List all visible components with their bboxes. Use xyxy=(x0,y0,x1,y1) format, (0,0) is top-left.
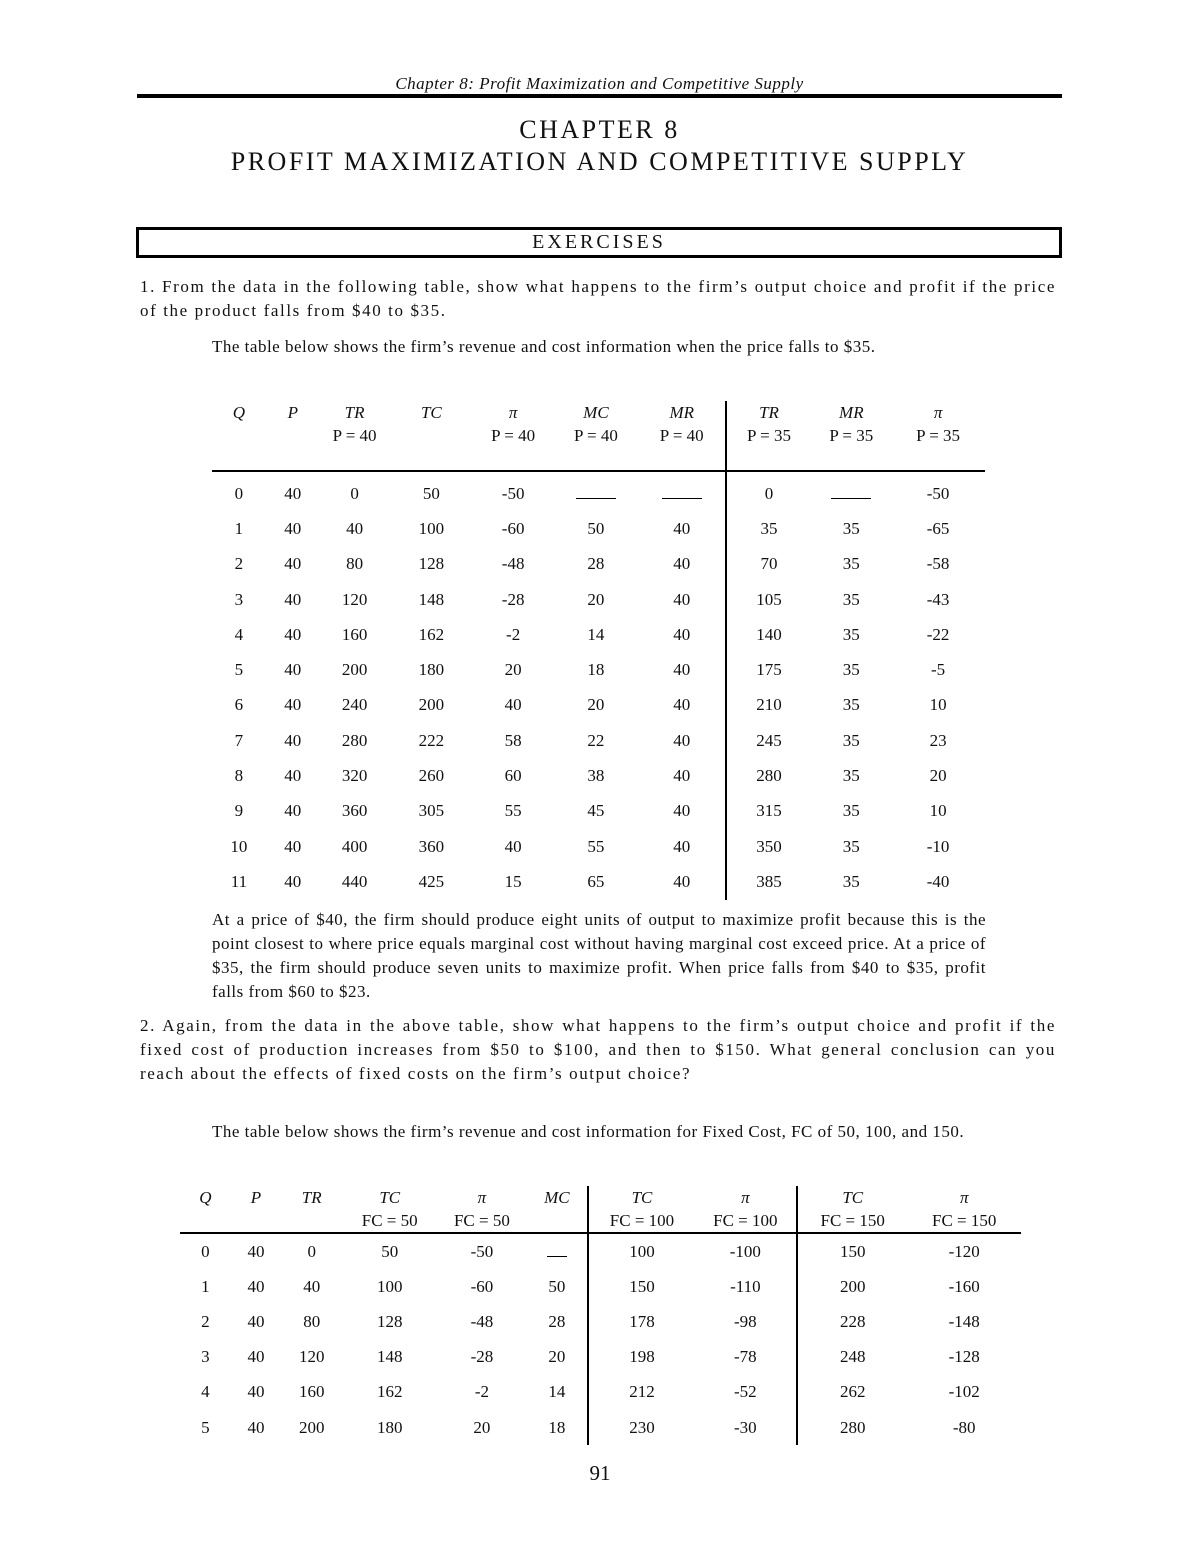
column-header xyxy=(726,401,812,471)
table-row xyxy=(212,723,985,758)
table-cell: 40 xyxy=(673,695,691,715)
table-cell: 5 xyxy=(201,1417,210,1437)
table-cell: 0 xyxy=(350,483,359,503)
table-cell: 440 xyxy=(341,871,368,891)
column-header xyxy=(473,401,553,471)
table-cell: 162 xyxy=(418,624,445,644)
table-cell: 10 xyxy=(929,695,947,715)
table-cell: 180 xyxy=(376,1417,403,1437)
table-cell: 40 xyxy=(247,1241,265,1261)
table-cell: 305 xyxy=(418,801,445,821)
blank-line xyxy=(547,1246,567,1257)
column-header-label: MC xyxy=(583,403,609,422)
table-cell: 40 xyxy=(673,836,691,856)
table-cell: 40 xyxy=(284,871,302,891)
table-cell: 60 xyxy=(504,766,522,786)
table-cell: 15 xyxy=(504,871,522,891)
table-cell: 425 xyxy=(418,871,445,891)
table-cell: 40 xyxy=(673,624,691,644)
table-cell: 35 xyxy=(842,554,860,574)
table-cell: 20 xyxy=(548,1347,566,1367)
chapter-title: PROFIT MAXIMIZATION AND COMPETITIVE SUPPLY xyxy=(230,147,969,176)
column-header-sub: P = 35 xyxy=(747,426,791,445)
table-row xyxy=(180,1340,1021,1375)
table-cell: 50 xyxy=(422,483,440,503)
table-row xyxy=(212,794,985,829)
column-header-sub: FC = 50 xyxy=(453,1211,510,1230)
table-row xyxy=(180,1304,1021,1339)
table-cell: 162 xyxy=(376,1382,403,1402)
column-header xyxy=(891,401,985,471)
table-cell: 40 xyxy=(247,1347,265,1367)
table-row xyxy=(212,471,985,511)
table-cell: -5 xyxy=(931,660,946,680)
table-cell: -48 xyxy=(501,554,525,574)
table-cell: 20 xyxy=(504,660,522,680)
table-cell: 385 xyxy=(726,864,812,899)
table-cell: 160 xyxy=(298,1382,325,1402)
column-header-label: MC xyxy=(544,1188,570,1207)
table-cell: 14 xyxy=(587,624,605,644)
table-cell: 40 xyxy=(284,554,302,574)
table-cell: 8 xyxy=(234,766,244,786)
table-cell: 0 xyxy=(234,483,244,503)
table-cell: -50 xyxy=(501,483,525,503)
table-cell: 20 xyxy=(587,695,605,715)
table-cell xyxy=(811,471,891,511)
table-cell: 35 xyxy=(842,801,860,821)
table-cell: 18 xyxy=(548,1417,566,1437)
column-header-label: π xyxy=(933,403,943,422)
table-cell: -58 xyxy=(926,554,950,574)
table-cell: -40 xyxy=(926,871,950,891)
table-cell: 40 xyxy=(284,730,302,750)
table-cell: 70 xyxy=(726,547,812,582)
table-cell: 248 xyxy=(797,1340,907,1375)
column-header-label: TR xyxy=(301,1188,322,1207)
table-cell: 230 xyxy=(588,1410,694,1445)
exercises-heading: EXERCISES xyxy=(136,227,1062,258)
table-cell: 35 xyxy=(842,660,860,680)
table-cell: 40 xyxy=(673,871,691,891)
table-cell: 150 xyxy=(797,1233,907,1269)
table-cell: 50 xyxy=(381,1241,399,1261)
table-row xyxy=(180,1233,1021,1269)
column-header-sub: P = 40 xyxy=(573,426,618,445)
table-cell: 55 xyxy=(504,801,522,821)
table-cell: 20 xyxy=(473,1417,491,1437)
table-row xyxy=(180,1410,1021,1445)
table-cell: 35 xyxy=(842,730,860,750)
table-cell: -160 xyxy=(948,1276,980,1296)
table-cell: 120 xyxy=(298,1347,325,1367)
column-header-label: Q xyxy=(232,403,246,422)
column-header-sub: P = 40 xyxy=(491,426,536,445)
column-header-label: π xyxy=(959,1188,969,1207)
blank-line xyxy=(831,488,871,499)
table-cell: -80 xyxy=(952,1417,976,1437)
column-header xyxy=(553,401,639,471)
column-header xyxy=(390,401,474,471)
column-header xyxy=(639,401,726,471)
table-row xyxy=(212,547,985,582)
table-cell: -120 xyxy=(948,1241,980,1261)
table-cell: 148 xyxy=(418,589,445,609)
table-cell: 180 xyxy=(418,660,445,680)
table-cell: 9 xyxy=(234,801,244,821)
column-header-label: P xyxy=(250,1188,262,1207)
column-header-sub: P = 40 xyxy=(659,426,704,445)
table-cell: 40 xyxy=(673,766,691,786)
column-header-label: Q xyxy=(199,1188,212,1207)
table-cell: 35 xyxy=(842,518,860,538)
table-cell: 35 xyxy=(842,624,860,644)
table-cell: 1 xyxy=(201,1276,210,1296)
table-cell: 2 xyxy=(234,554,244,574)
blank-line xyxy=(662,488,702,499)
table-row xyxy=(212,758,985,793)
table-cell: 40 xyxy=(673,589,691,609)
table-row xyxy=(212,617,985,652)
table-cell: 40 xyxy=(284,801,302,821)
column-header-sub: FC = 50 xyxy=(361,1211,418,1230)
table-cell: 40 xyxy=(284,589,302,609)
table-cell: 35 xyxy=(842,589,860,609)
table-cell: -22 xyxy=(926,624,950,644)
table-cell: 7 xyxy=(234,730,244,750)
column-header-sub: FC = 100 xyxy=(713,1211,778,1230)
table-cell: 210 xyxy=(726,688,812,723)
table-cell: -102 xyxy=(948,1382,980,1402)
table-cell: 11 xyxy=(230,871,248,891)
table-cell: 40 xyxy=(303,1276,321,1296)
column-header xyxy=(320,401,390,471)
table-cell: 35 xyxy=(842,695,860,715)
table-cell: 3 xyxy=(201,1347,210,1367)
table-cell: 40 xyxy=(504,836,522,856)
table-cell: 140 xyxy=(726,617,812,652)
column-header-label: MR xyxy=(839,403,864,422)
table-cell: -60 xyxy=(501,518,525,538)
column-header-label: TC xyxy=(631,1188,653,1207)
question-2: 2. Again, from the data in the above table, show what happens to the firm’s output choice and profit if the fixed cost of production increases from $50 to $100, and then to $150. What general conclusion can you reach about the effects of fixed costs on the firm’s output choice? xyxy=(140,1016,1056,1083)
table-cell: 35 xyxy=(726,511,812,546)
table-cell: 35 xyxy=(842,836,860,856)
table-cell: 228 xyxy=(797,1304,907,1339)
question-1: 1. From the data in the following table, show what happens to the firm’s output choice and profit if the price of the product falls from $40 to $35. xyxy=(140,277,1056,320)
table-cell: 200 xyxy=(418,695,445,715)
table-row xyxy=(180,1375,1021,1410)
column-header xyxy=(695,1186,797,1233)
table-cell: 200 xyxy=(797,1269,907,1304)
column-header xyxy=(526,1186,588,1233)
table-cell: 40 xyxy=(284,660,302,680)
blank-line xyxy=(576,488,616,499)
table-cell: 20 xyxy=(587,589,605,609)
table-cell: -78 xyxy=(734,1347,757,1367)
table-cell: 3 xyxy=(234,589,244,609)
table-cell: 40 xyxy=(284,836,302,856)
table-row xyxy=(212,652,985,687)
column-header-label: TR xyxy=(344,403,365,422)
question-2-intro: The table below shows the firm’s revenue and cost information for Fixed Cost, FC of 50, 100, and 150. xyxy=(212,1122,965,1141)
table-cell: 50 xyxy=(587,518,605,538)
table-price-change xyxy=(212,401,985,900)
column-header-sub: P = 40 xyxy=(332,426,377,445)
table-cell: -2 xyxy=(506,624,521,644)
table-cell: 100 xyxy=(588,1233,694,1269)
table-cell: 0 xyxy=(307,1241,316,1261)
table-cell: 40 xyxy=(673,730,691,750)
table-cell: 80 xyxy=(346,554,364,574)
table-cell: 38 xyxy=(587,766,605,786)
table-cell: 28 xyxy=(548,1311,566,1331)
table-cell: 105 xyxy=(726,582,812,617)
column-header xyxy=(180,1186,231,1233)
column-header-label: π xyxy=(508,403,518,422)
table-cell: -128 xyxy=(948,1347,980,1367)
table-cell: 40 xyxy=(247,1276,265,1296)
table-cell: 2 xyxy=(201,1311,210,1331)
table-cell: 0 xyxy=(201,1241,210,1261)
column-header xyxy=(342,1186,437,1233)
column-header xyxy=(797,1186,907,1233)
table-cell: 245 xyxy=(726,723,812,758)
table-cell: -52 xyxy=(734,1382,757,1402)
table-row xyxy=(212,688,985,723)
table-cell: -28 xyxy=(501,589,525,609)
table-cell: 175 xyxy=(726,652,812,687)
column-header-label: TC xyxy=(842,1188,864,1207)
column-header-sub: FC = 150 xyxy=(820,1211,885,1230)
table-cell: 212 xyxy=(588,1375,694,1410)
table-cell: 58 xyxy=(504,730,522,750)
table-cell xyxy=(639,471,726,511)
table-cell: 4 xyxy=(201,1382,210,1402)
table-cell: 40 xyxy=(504,695,522,715)
table-cell: 40 xyxy=(284,624,302,644)
table-row xyxy=(180,1269,1021,1304)
question-1-intro: The table below shows the firm’s revenue and cost information when the price falls to $35. xyxy=(212,337,876,356)
table-cell: 35 xyxy=(842,766,860,786)
table-cell: -43 xyxy=(926,589,950,609)
table-cell: 40 xyxy=(284,695,302,715)
table-cell: 40 xyxy=(247,1311,265,1331)
table-cell: -148 xyxy=(948,1311,980,1331)
column-header-label: TC xyxy=(420,403,442,422)
table-cell xyxy=(526,1233,588,1269)
table-cell: 200 xyxy=(341,660,368,680)
table-cell: 128 xyxy=(376,1311,403,1331)
table-cell: 128 xyxy=(418,554,445,574)
table-cell: 198 xyxy=(588,1340,694,1375)
table-cell: 14 xyxy=(548,1382,566,1402)
table-cell: 360 xyxy=(418,836,445,856)
table-cell: 23 xyxy=(929,730,947,750)
column-header xyxy=(907,1186,1021,1233)
column-header xyxy=(212,401,266,471)
table-cell: -50 xyxy=(470,1241,494,1261)
table-cell: 40 xyxy=(284,766,302,786)
table-cell: 240 xyxy=(341,695,368,715)
table-cell: 40 xyxy=(346,518,364,538)
table-cell: 20 xyxy=(929,766,947,786)
table-cell: 280 xyxy=(726,758,812,793)
table-cell: 50 xyxy=(548,1276,566,1296)
table-cell: 5 xyxy=(234,660,244,680)
table-cell: 40 xyxy=(673,801,691,821)
table-cell: 35 xyxy=(842,871,860,891)
table-cell: -10 xyxy=(926,836,950,856)
table-cell: 40 xyxy=(247,1382,265,1402)
column-header xyxy=(588,1186,694,1233)
table-cell: -2 xyxy=(474,1382,489,1402)
table-cell: 40 xyxy=(673,518,691,538)
table-cell: 360 xyxy=(341,801,368,821)
column-header-sub: FC = 150 xyxy=(932,1211,997,1230)
column-header-label: π xyxy=(741,1188,750,1207)
table-cell: 160 xyxy=(341,624,368,644)
table-cell: 222 xyxy=(418,730,445,750)
chapter-number: CHAPTER 8 xyxy=(519,115,680,144)
table-row xyxy=(212,829,985,864)
table-cell: 55 xyxy=(587,836,605,856)
table-cell: 40 xyxy=(247,1417,265,1437)
table-cell: 10 xyxy=(929,801,947,821)
column-header xyxy=(266,401,320,471)
table-cell: 65 xyxy=(587,871,605,891)
table-cell: 200 xyxy=(298,1417,325,1437)
table-cell: -110 xyxy=(730,1276,761,1296)
table-cell: 4 xyxy=(234,624,244,644)
table-cell: -98 xyxy=(734,1311,757,1331)
table-cell: 100 xyxy=(376,1276,403,1296)
table-cell: 10 xyxy=(230,836,248,856)
column-header-label: TR xyxy=(759,403,779,422)
table-fixed-cost xyxy=(180,1186,1021,1445)
table-cell: 40 xyxy=(284,518,302,538)
table-cell: 28 xyxy=(587,554,605,574)
table-row xyxy=(212,582,985,617)
table-cell: -50 xyxy=(926,483,950,503)
column-header-sub: P = 35 xyxy=(916,426,961,445)
table-cell: -60 xyxy=(470,1276,494,1296)
table-cell: -65 xyxy=(926,518,950,538)
column-header xyxy=(437,1186,526,1233)
table-cell: 320 xyxy=(341,766,368,786)
column-header xyxy=(281,1186,342,1233)
table-cell: -48 xyxy=(470,1311,494,1331)
column-header-sub: FC = 100 xyxy=(609,1211,675,1230)
table-cell: -30 xyxy=(734,1417,757,1437)
column-header xyxy=(231,1186,282,1233)
page-number: 91 xyxy=(589,1461,611,1485)
table-cell: 45 xyxy=(587,801,605,821)
table-cell: 178 xyxy=(588,1304,694,1339)
question-1-answer: At a price of $40, the firm should produce eight units of output to maximize profit because this is the point closest to where price equals marginal cost without having marginal cost exceed price. At a price of $35, the firm should produce seven units to maximize profit. When price falls from $40 to $35, profit falls from $60 to $23. xyxy=(212,910,986,1001)
table-cell: 40 xyxy=(284,483,302,503)
table-cell: 100 xyxy=(418,518,445,538)
table-row xyxy=(212,864,985,899)
table-cell: 260 xyxy=(418,766,445,786)
table-cell: 22 xyxy=(587,730,605,750)
table-cell: 120 xyxy=(341,589,368,609)
table-cell: -100 xyxy=(729,1241,761,1261)
column-header-sub: P = 35 xyxy=(829,426,874,445)
header-rule xyxy=(137,94,1062,98)
table-cell: 40 xyxy=(673,660,691,680)
table-row xyxy=(212,511,985,546)
table-cell: 148 xyxy=(376,1347,403,1367)
column-header xyxy=(811,401,891,471)
table-cell: -28 xyxy=(470,1347,494,1367)
table-cell: 80 xyxy=(303,1311,321,1331)
table-cell: 262 xyxy=(797,1375,907,1410)
table-cell: 18 xyxy=(587,660,605,680)
column-header-label: P xyxy=(287,403,298,422)
table-cell xyxy=(553,471,639,511)
column-header-label: MR xyxy=(669,403,694,422)
column-header-label: TC xyxy=(379,1188,401,1207)
column-header-label: π xyxy=(477,1188,487,1207)
table-cell: 400 xyxy=(341,836,368,856)
table-cell: 150 xyxy=(588,1269,694,1304)
table-cell: 1 xyxy=(234,518,244,538)
table-cell: 280 xyxy=(341,730,368,750)
table-cell: 350 xyxy=(726,829,812,864)
table-cell: 40 xyxy=(673,554,691,574)
table-cell: 0 xyxy=(726,471,812,511)
table-cell: 280 xyxy=(797,1410,907,1445)
table-cell: 6 xyxy=(234,695,244,715)
running-header: Chapter 8: Profit Maximization and Competitive Supply xyxy=(395,74,804,93)
table-cell: 315 xyxy=(726,794,812,829)
